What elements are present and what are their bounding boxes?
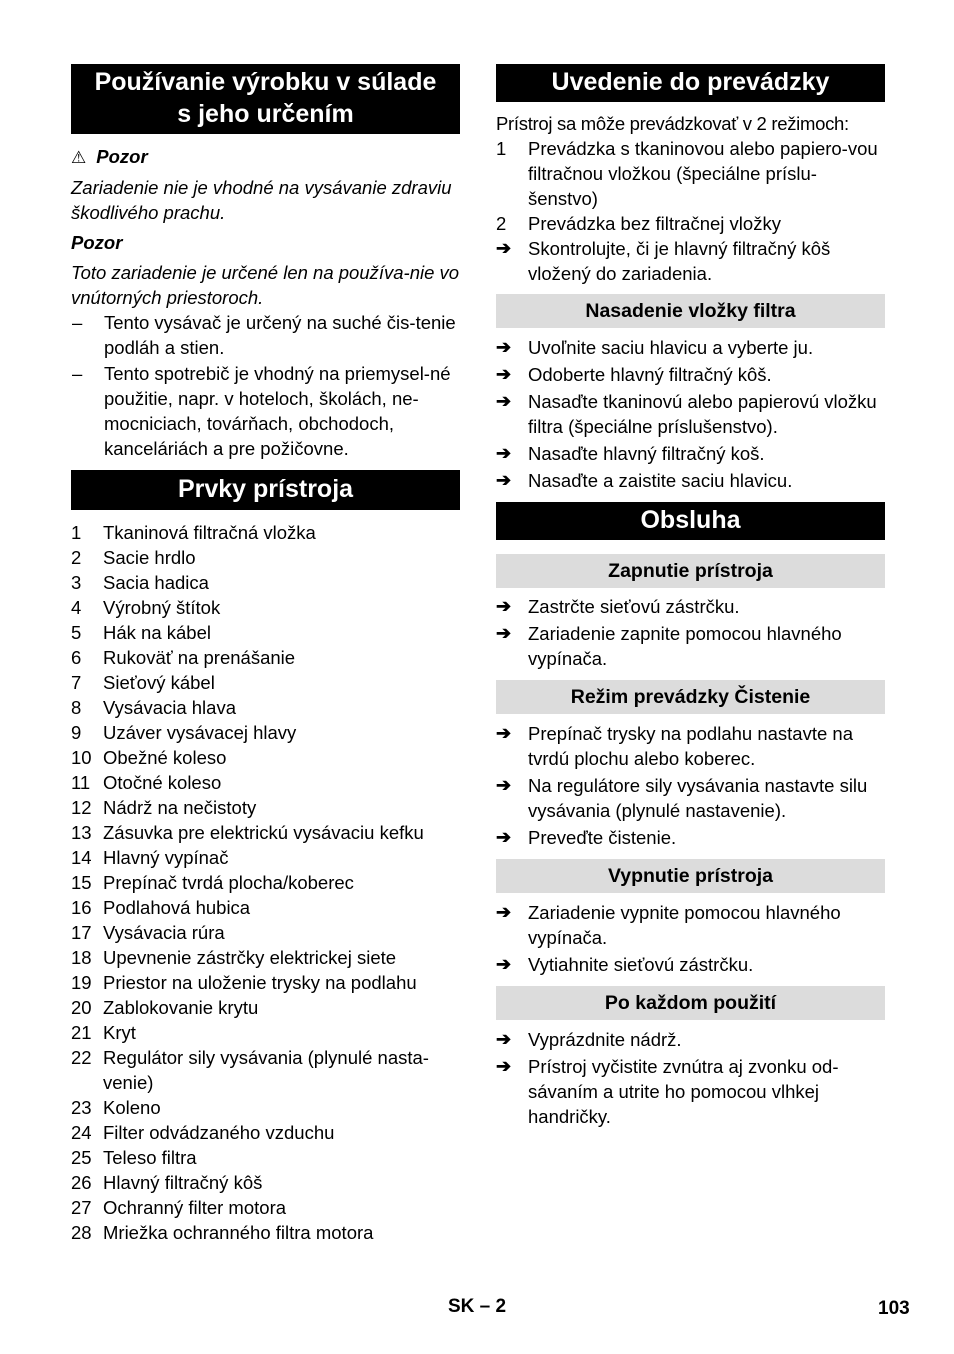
warning-label-row: ⚠ Pozor (71, 146, 148, 167)
subheading-switch-off: Vypnutie prístroja (496, 859, 885, 893)
arrow-right-icon: ➔ (496, 337, 512, 357)
section-heading-operation: Obsluha (496, 502, 885, 540)
part-item: 25 Teleso filtra (71, 1147, 197, 1168)
arrow-right-icon: ➔ (496, 238, 512, 258)
part-item: 24 Filter odvádzaného vzduchu (71, 1122, 335, 1143)
part-item: 27 Ochranný filter motora (71, 1197, 287, 1218)
step-item: ➔ Vyprázdnite nádrž. (496, 1029, 682, 1050)
subheading-cleaning-mode: Režim prevádzky Čistenie (496, 680, 885, 714)
part-item: 20 Zablokovanie krytu (71, 997, 259, 1018)
step-item: ➔ Nasaďte a zaistite saciu hlavicu. (496, 470, 793, 491)
part-item: 14 Hlavný vypínač (71, 847, 229, 868)
step-item: ➔ Nasaďte hlavný filtračný koš. (496, 443, 765, 464)
section-heading-start-up: Uvedenie do prevádzky (496, 64, 885, 102)
startup-steps (496, 236, 885, 286)
modes-intro: Prístroj sa môže prevádzkovať v 2 režimoch: (496, 113, 849, 134)
switch-on-steps (496, 594, 885, 671)
arrow-right-icon: ➔ (496, 596, 512, 616)
part-item: 13 Zásuvka pre elektrickú vysávaciu kefku (71, 822, 424, 843)
list-item: – Tento spotrebič je vhodný na priemysel-né použitie, napr. v hoteloch, školách, ne-mocniciach, továrňach, obchodoch, kanceláriách a pre požičovne. (72, 363, 451, 459)
part-item: 11 Otočné koleso (71, 772, 222, 793)
cleaning-steps (496, 721, 885, 850)
section-heading-intended-use: Používanie výrobku v súlade s jeho určením (71, 64, 460, 134)
filter-steps (496, 335, 885, 493)
part-item: 22 Regulátor sily vysávania (plynulé nasta-venie) (71, 1047, 429, 1093)
step-item: ➔ Prepínač trysky na podlahu nastavte na tvrdú plochu alebo koberec. (496, 723, 853, 769)
list-item: – Tento vysávač je určený na suché čis-tenie podláh a stien. (72, 312, 456, 358)
part-item: 3 Sacia hadica (71, 572, 209, 593)
part-item: 18 Upevnenie zástrčky elektrickej siete (71, 947, 397, 968)
step-item: ➔ Vytiahnite sieťovú zástrčku. (496, 954, 754, 975)
part-item: 15 Prepínač tvrdá plocha/koberec (71, 872, 354, 893)
arrow-right-icon: ➔ (496, 827, 512, 847)
footer-language-page: SK – 2 (448, 1296, 507, 1317)
part-item: 7 Sieťový kábel (71, 672, 215, 693)
arrow-right-icon: ➔ (496, 470, 512, 490)
step-item: ➔ Preveďte čistenie. (496, 827, 677, 848)
part-item: 19 Priestor na uloženie trysky na podlahu (71, 972, 417, 993)
arrow-right-icon: ➔ (496, 723, 512, 743)
step-item: ➔ Odoberte hlavný filtračný kôš. (496, 364, 772, 385)
warning-text: Zariadenie nie je vhodné na vysávanie zdraviu škodlivého prachu. (71, 177, 452, 223)
step-item: ➔ Uvoľnite saciu hlavicu a vyberte ju. (496, 337, 814, 358)
left-column (71, 64, 460, 1245)
part-item: 17 Vysávacia rúra (71, 922, 225, 943)
switch-off-steps (496, 900, 885, 977)
section-heading-device-elements: Prvky prístroja (71, 470, 460, 510)
step-item: ➔ Prístroj vyčistite zvnútra aj zvonku od-sávaním a utrite ho pomocou vlhkej handričky. (496, 1056, 839, 1127)
modes-list (496, 136, 885, 236)
step-item: ➔ Zariadenie vypnite pomocou hlavného vypínača. (496, 902, 841, 948)
arrow-right-icon: ➔ (496, 902, 512, 922)
part-item: 4 Výrobný štítok (71, 597, 221, 618)
after-use-steps (496, 1027, 885, 1129)
mode-item: 1 Prevádzka s tkaninovou alebo papiero-vou filtračnou vložkou (špeciálne príslu-šenstvo) (496, 138, 878, 209)
arrow-right-icon: ➔ (496, 1029, 512, 1049)
parts-list (71, 520, 460, 1245)
part-item: 21 Kryt (71, 1022, 136, 1043)
part-item: 9 Uzáver vysávacej hlavy (71, 722, 297, 743)
warning-triangle-icon: ⚠ (71, 148, 87, 167)
step-item: ➔ Zariadenie zapnite pomocou hlavného vypínača. (496, 623, 842, 669)
subheading-filter: Nasadenie vložky filtra (496, 294, 885, 328)
caution-text: Toto zariadenie je určené len na používa-nie vo vnútorných priestoroch. (71, 262, 460, 308)
step-item: ➔ Na regulátore sily vysávania nastavte silu vysávania (plynulé nastavenie). (496, 775, 868, 821)
arrow-right-icon: ➔ (496, 775, 512, 795)
right-column (496, 64, 885, 1129)
arrow-right-icon: ➔ (496, 364, 512, 384)
part-item: 8 Vysávacia hlava (71, 697, 236, 718)
step-item: ➔ Nasaďte tkaninovú alebo papierovú vložku filtra (špeciálne príslušenstvo). (496, 391, 877, 437)
part-item: 10 Obežné koleso (71, 747, 227, 768)
arrow-right-icon: ➔ (496, 1056, 512, 1076)
subheading-after-use: Po každom použití (496, 986, 885, 1020)
page-number: 103 (878, 1298, 910, 1319)
arrow-right-icon: ➔ (496, 954, 512, 974)
part-item: 26 Hlavný filtračný kôš (71, 1172, 263, 1193)
part-item: 16 Podlahová hubica (71, 897, 251, 918)
step-item: ➔ Zastrčte sieťovú zástrčku. (496, 596, 740, 617)
mode-item: 2 Prevádzka bez filtračnej vložky (496, 213, 781, 234)
part-item: 12 Nádrž na nečistoty (71, 797, 257, 818)
arrow-right-icon: ➔ (496, 623, 512, 643)
part-item: 5 Hák na kábel (71, 622, 211, 643)
caution-label: Pozor (71, 232, 123, 253)
part-item: 2 Sacie hrdlo (71, 547, 196, 568)
arrow-right-icon: ➔ (496, 443, 512, 463)
part-item: 28 Mriežka ochranného filtra motora (71, 1222, 374, 1243)
arrow-right-icon: ➔ (496, 391, 512, 411)
part-item: 23 Koleno (71, 1097, 161, 1118)
subheading-switch-on: Zapnutie prístroja (496, 554, 885, 588)
part-item: 1 Tkaninová filtračná vložka (71, 522, 316, 543)
step-item: ➔ Skontrolujte, či je hlavný filtračný kôš vložený do zariadenia. (496, 238, 831, 284)
part-item: 6 Rukoväť na prenášanie (71, 647, 296, 668)
